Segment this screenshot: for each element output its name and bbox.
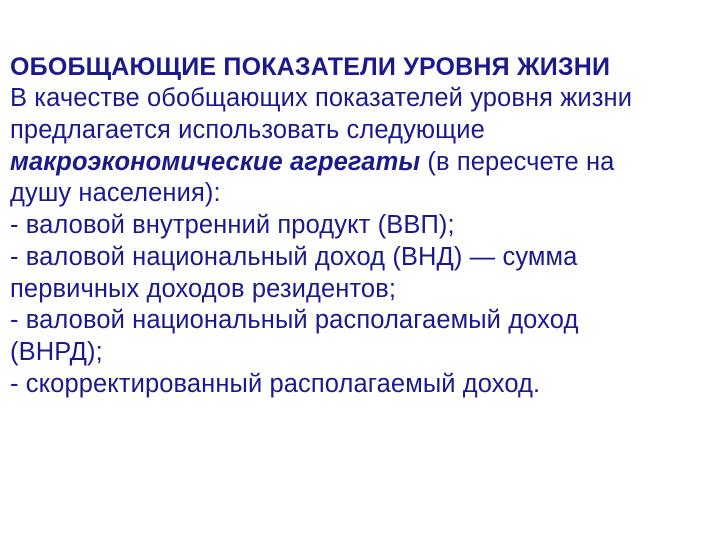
slide-content <box>10 52 710 400</box>
bullet-item-1: - валовой внутренний продукт (ВВП); <box>10 211 455 240</box>
emphasized-term: макроэкономические агрегаты <box>10 147 421 176</box>
body-line-1: В качестве обобщающих показателей уровня жизни <box>10 84 633 113</box>
emphasized-line-rest: (в пересчете на <box>420 147 615 176</box>
bullet-item-3: - валовой национальный располагаемый доход <box>10 306 579 335</box>
bullet-item-4: - скорректированный располагаемый доход. <box>10 369 541 398</box>
page-title: ОБОБЩАЮЩИЕ ПОКАЗАТЕЛИ УРОВНЯ ЖИЗНИ <box>10 53 611 81</box>
bullet-item-2: - валовой национальный доход (ВНД) — сумма <box>10 242 578 271</box>
body-line-3 <box>10 147 710 179</box>
bullet-item-2-cont: первичных доходов резидентов; <box>10 274 397 303</box>
body-line-2: предлагается использовать следующие <box>10 115 485 144</box>
bullet-item-3-cont: (ВНРД); <box>10 338 103 366</box>
body-line-4: душу населения): <box>10 179 221 208</box>
